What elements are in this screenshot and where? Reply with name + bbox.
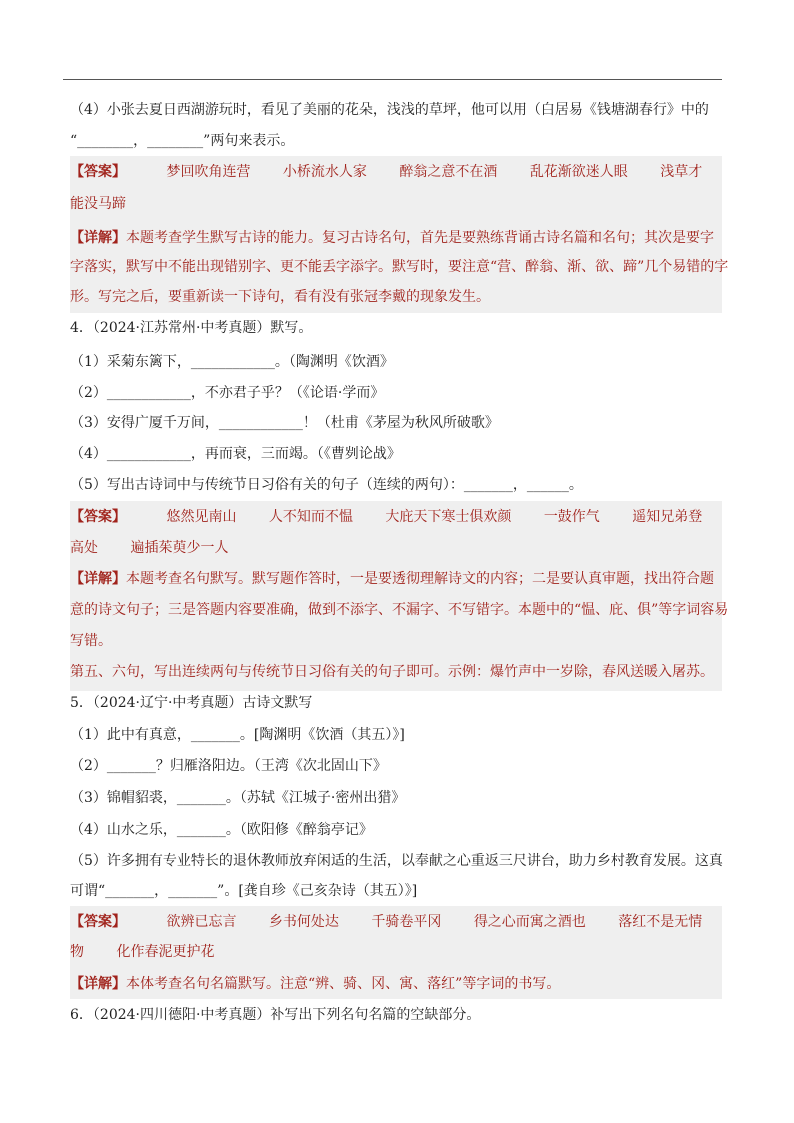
header-rule [63, 79, 722, 80]
answer-item: 乱花渐欲迷人眼 [529, 164, 628, 180]
answer-item: 得之心而寓之酒也 [473, 914, 586, 930]
q4-answer-line1 [70, 507, 702, 527]
detail-text: 本题考查学生默写古诗的能力。复习古诗名句，首先是要熟练背诵古诗名篇和名句；其次是要字 [126, 230, 714, 246]
answer-item: 高处 [70, 540, 98, 556]
answer-item: 浅草才 [660, 164, 703, 180]
q5-title: 5．（2024·辽宁·中考真题）古诗文默写 [70, 695, 313, 711]
answer-item: 千骑卷平冈 [371, 914, 442, 930]
answer-item: 物 [70, 944, 84, 960]
q5-detail-line1 [70, 974, 560, 994]
answer-item: 悠然见南山 [166, 509, 237, 525]
q3-detail-line2: 字落实，默写中不能出现错别字、更不能丢字添字。默写时，要注意“营、醉翁、渐、欲、蹄”几个易错的字 [70, 259, 729, 275]
answer-tag: 【答案】 [70, 164, 126, 180]
q3-detail-line3: 形。写完之后，要重新读一下诗句，看有没有张冠李戴的现象发生。 [70, 289, 490, 305]
answer-item: 欲辨已忘言 [166, 914, 237, 930]
q3-detail-line1 [70, 228, 714, 248]
answer-item: 化作春泥更护花 [116, 944, 215, 960]
detail-text: 本题考查名句默写。默写题作答时，一是要透彻理解诗文的内容；二是要认真审题，找出符合题 [126, 571, 714, 587]
q5-item-5-line1: （5）许多拥有专业特长的退休教师放弃闲适的生活，以奉献之心重返三尺讲台，助力乡村教育发展。这真 [70, 853, 723, 869]
q3-answer-line1 [70, 162, 702, 182]
q5-item-5-line2: 可谓“_______，_______”。[龚自珍《己亥杂诗（其五）》] [70, 883, 418, 899]
q4-detail-line4: 第五、六句，写出连续两句与传统节日习俗有关的句子即可。示例：爆竹声中一岁除，春风送暖入屠苏。 [70, 664, 714, 680]
answer-item: 梦回吹角连营 [166, 164, 251, 180]
q4-item-5: （5）写出古诗词中与传统节日习俗有关的句子（连续的两句）：_______，______。 [70, 477, 583, 493]
detail-tag: 【详解】 [70, 976, 126, 992]
detail-text: 本体考查名句名篇默写。注意“辨、骑、冈、寓、落红”等字词的书写。 [126, 976, 561, 992]
detail-tag: 【详解】 [70, 571, 126, 587]
q4-item-2: （2）____________，不亦君子乎？（《论语·学而》 [70, 385, 385, 401]
q4-detail-line2: 意的诗文句子；三是答题内容要准确，做到不添字、不漏字、不写错字。本题中的“愠、庇、俱”等字词容易 [70, 602, 729, 618]
answer-item: 大庇天下寒士俱欢颜 [385, 509, 512, 525]
q4-detail-line1 [70, 569, 714, 589]
q5-item-4: （4）山水之乐，_______。（欧阳修《醉翁亭记》 [70, 822, 373, 838]
answer-item: 落红不是无情 [618, 914, 703, 930]
answer-tag: 【答案】 [70, 914, 126, 930]
answer-item: 醉翁之意不在酒 [399, 164, 498, 180]
q4-item-1: （1）采菊东篱下，____________。（陶渊明《饮酒》 [70, 354, 394, 370]
q3-item4-line2: “________，________”两句来表示。 [70, 133, 295, 149]
answer-item: 遍插茱萸少一人 [130, 540, 229, 556]
answer-item: 能没马蹄 [70, 196, 126, 212]
q4-detail-line3: 写错。 [70, 633, 112, 649]
answer-item: 人不知而不愠 [268, 509, 353, 525]
q5-answer-line2 [70, 942, 214, 962]
q4-answer-line2 [70, 538, 228, 558]
answer-tag: 【答案】 [70, 509, 126, 525]
answer-item: 小桥流水人家 [282, 164, 367, 180]
answer-item: 乡书何处达 [268, 914, 339, 930]
q5-item-1: （1）此中有真意，_______。[陶渊明《饮酒（其五）》] [70, 727, 405, 743]
q5-item-3: （3）锦帽貂裘，_______。（苏轼《江城子·密州出猎》 [70, 790, 406, 806]
answer-item: 一鼓作气 [543, 509, 600, 525]
q5-item-2: （2）_______？归雁洛阳边。（王湾《次北固山下》 [70, 758, 387, 774]
q5-answer-line1 [70, 912, 702, 932]
q4-item-4: （4）____________，再而衰，三而竭。（《曹刿论战》 [70, 446, 401, 462]
q6-title: 6．（2024·四川德阳·中考真题）补写出下列名句名篇的空缺部分。 [70, 1007, 481, 1023]
detail-tag: 【详解】 [70, 230, 126, 246]
q3-item4-line1: （4）小张去夏日西湖游玩时，看见了美丽的花朵，浅浅的草坪，他可以用（白居易《钱塘湖春行》中的 [70, 102, 709, 118]
q4-item-3: （3）安得广厦千万间，____________！（杜甫《茅屋为秋风所破歌》 [70, 415, 499, 431]
answer-item: 遥知兄弟登 [632, 509, 703, 525]
q4-title: 4．（2024·江苏常州·中考真题）默写。 [70, 320, 313, 336]
